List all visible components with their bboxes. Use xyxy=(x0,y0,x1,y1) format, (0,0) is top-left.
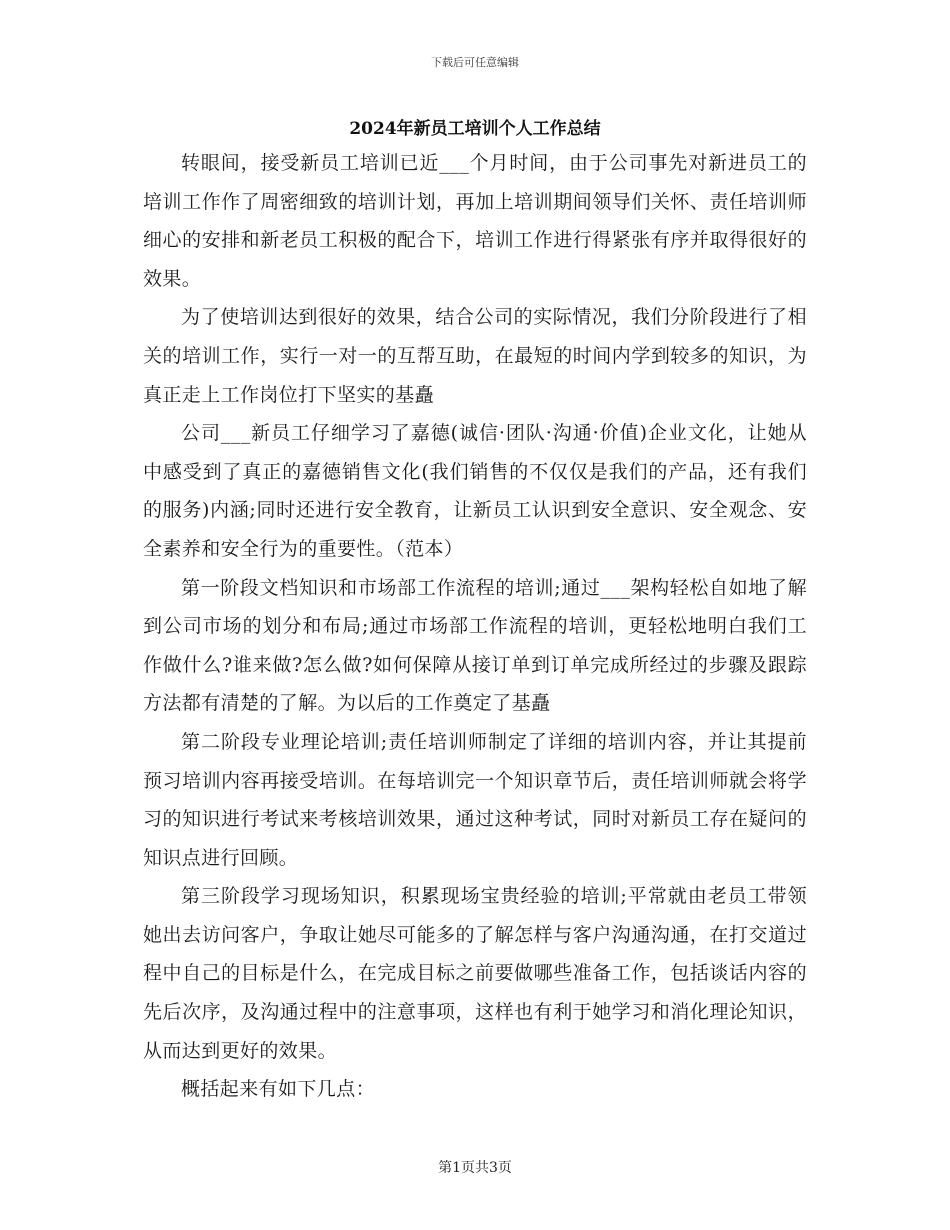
document-title: 2024年新员工培训个人工作总结 xyxy=(349,119,601,139)
paragraph-summary-lead: 概括起来有如下几点： xyxy=(181,1078,376,1101)
paragraph-stage-one: 第一阶段文档知识和市场部工作流程的培训;通过___架构轻松自如地了解到公司市场的划分和布局;通过市场部工作流程的培训，更轻松地明白我们工作做什么?谁来做?怎么做?如何保障从接订单到订单完成所经过的步骤及跟踪方法都有清楚的了解。为以后的工作奠定了基矗 xyxy=(143,576,807,715)
paragraph-intro: 转眼间，接受新员工培训已近___个月时间，由于公司事先对新进员工的培训工作作了周密细致的培训计划，再加上培训期间领导们关怀、责任培训师细心的安排和新老员工积极的配合下，培训工作进行得紧张有序并取得很好的效果。 xyxy=(143,152,807,290)
document-body xyxy=(143,144,807,1109)
paragraph-stage-two: 第二阶段专业理论培训;责任培训师制定了详细的培训内容，并让其提前预习培训内容再接受培训。在每培训完一个知识章节后，责任培训师就会将学习的知识进行考试来考核培训效果，通过这种考试，同时对新员工存在疑问的知识点进行回顾。 xyxy=(143,730,807,869)
page-number-footer: 第1页共3页 xyxy=(438,1160,512,1176)
paragraph-purpose: 为了使培训达到很好的效果，结合公司的实际情况，我们分阶段进行了相关的培训工作，实行一对一的互帮互助，在最短的时间内学到较多的知识，为真正走上工作岗位打下坚实的基矗 xyxy=(143,306,807,406)
paragraph-stage-three: 第三阶段学习现场知识，积累现场宝贵经验的培训;平常就由老员工带领她出去访问客户，争取让她尽可能多的了解怎样与客户沟通沟通，在打交道过程中自己的目标是什么，在完成目标之前要做哪些准备工作，包括谈话内容的先后次序，及沟通过程中的注意事项，这样也有利于她学习和消化理论知识，从而达到更好的效果。 xyxy=(143,885,807,1062)
page-header-note: 下载后可任意编辑 xyxy=(431,56,519,69)
paragraph-culture: 公司___新员工仔细学习了嘉德(诚信·团队·沟通·价值)企业文化，让她从中感受到了真正的嘉德销售文化(我们销售的不仅仅是我们的产品，还有我们的服务)内涵;同时还进行安全教育，让新员工认识到安全意识、安全观念、安全素养和安全行为的重要性。（范本） xyxy=(143,422,807,560)
